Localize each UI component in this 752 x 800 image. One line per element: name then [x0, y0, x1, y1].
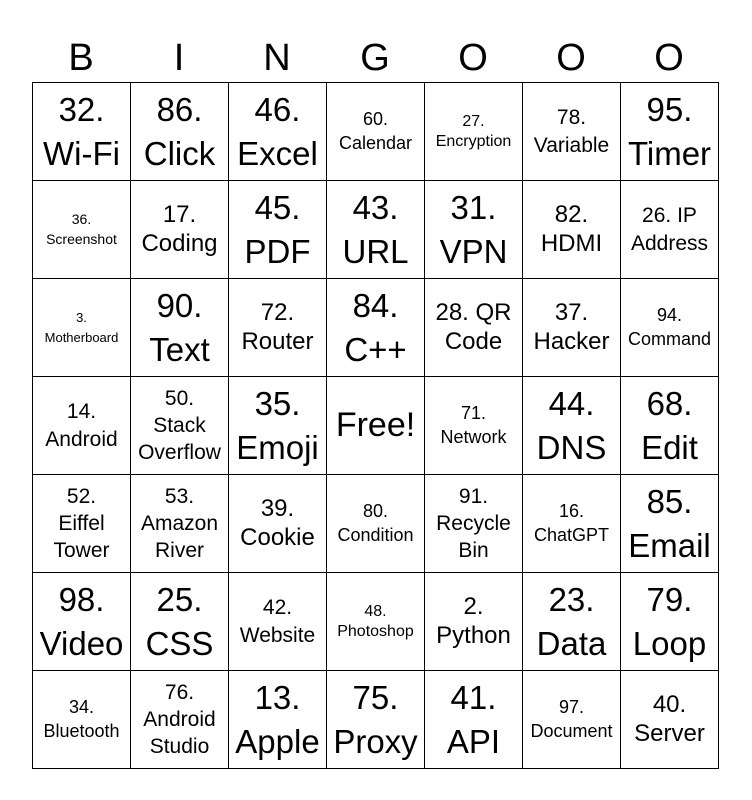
cell-label: 32. Wi-Fi	[43, 90, 120, 172]
bingo-cell[interactable]	[33, 279, 131, 377]
bingo-cell[interactable]	[425, 83, 523, 181]
bingo-cell[interactable]	[425, 181, 523, 279]
cell-label: 25. CSS	[145, 580, 214, 662]
cell-label: 40. Server	[634, 690, 705, 747]
header-letter: G	[360, 37, 390, 79]
bingo-cell[interactable]	[621, 475, 719, 573]
cell-label: 37. Hacker	[533, 298, 610, 355]
cell-label: 13. Apple	[235, 678, 320, 760]
bingo-cell[interactable]	[425, 475, 523, 573]
bingo-cell[interactable]	[327, 181, 425, 279]
cell-label: 23. Data	[536, 580, 607, 662]
cell-label: 3. Motherboard	[44, 310, 119, 345]
cell-label: 36. Screenshot	[46, 210, 117, 247]
bingo-cell[interactable]	[327, 83, 425, 181]
header-letter: O	[458, 37, 488, 79]
bingo-cell[interactable]	[523, 83, 621, 181]
free-space-cell[interactable]	[327, 377, 425, 475]
cell-label: 71. Network	[440, 403, 507, 447]
bingo-cell[interactable]	[425, 279, 523, 377]
bingo-cell[interactable]	[131, 573, 229, 671]
bingo-cell[interactable]	[33, 671, 131, 769]
bingo-cell[interactable]	[425, 671, 523, 769]
bingo-cell[interactable]	[425, 573, 523, 671]
bingo-cell[interactable]	[33, 83, 131, 181]
cell-label: 86. Click	[143, 90, 216, 172]
bingo-cell[interactable]	[621, 181, 719, 279]
bingo-cell[interactable]	[229, 671, 327, 769]
bingo-cell[interactable]	[523, 377, 621, 475]
bingo-header	[32, 30, 720, 82]
bingo-card	[32, 30, 720, 769]
cell-label: 42. Website	[239, 596, 316, 647]
bingo-cell[interactable]	[523, 279, 621, 377]
bingo-cell[interactable]	[131, 181, 229, 279]
header-letter: B	[68, 37, 94, 79]
bingo-cell[interactable]	[229, 279, 327, 377]
cell-label: 72. Router	[241, 298, 314, 355]
bingo-cell[interactable]	[229, 377, 327, 475]
cell-label: 46. Excel	[237, 90, 318, 172]
bingo-cell[interactable]	[621, 377, 719, 475]
bingo-cell[interactable]	[621, 573, 719, 671]
cell-label: 76. Android Studio	[143, 680, 216, 759]
cell-label: 34. Bluetooth	[43, 697, 120, 741]
cell-label: 2. Python	[436, 592, 511, 649]
bingo-cell[interactable]	[327, 475, 425, 573]
cell-label: 53. Amazon River	[140, 484, 219, 563]
bingo-cell[interactable]	[131, 83, 229, 181]
bingo-cell[interactable]	[33, 475, 131, 573]
bingo-cell[interactable]	[229, 573, 327, 671]
bingo-cell[interactable]	[425, 377, 523, 475]
cell-label: 52. Eiffel Tower	[53, 484, 110, 563]
cell-label: 75. Proxy	[333, 678, 418, 760]
cell-label: 82. HDMI	[540, 200, 603, 257]
cell-label: 39. Cookie	[240, 494, 315, 551]
bingo-cell[interactable]	[523, 573, 621, 671]
bingo-cell[interactable]	[523, 181, 621, 279]
cell-label: 16. ChatGPT	[533, 501, 610, 545]
cell-label: 91. Recycle Bin	[436, 484, 511, 563]
bingo-cell[interactable]	[327, 671, 425, 769]
cell-label: 98. Video	[39, 580, 124, 662]
cell-label: 90. Text	[149, 286, 210, 368]
cell-label: 44. DNS	[536, 384, 607, 466]
header-letter: I	[173, 37, 185, 79]
cell-label: 43. URL	[342, 188, 409, 270]
header-letter: O	[556, 37, 586, 79]
bingo-cell[interactable]	[131, 671, 229, 769]
bingo-cell[interactable]	[229, 181, 327, 279]
cell-label: 95. Timer	[627, 90, 712, 172]
cell-label: Free!	[335, 406, 416, 445]
cell-label: 79. Loop	[632, 580, 707, 662]
cell-label: 35. Emoji	[236, 384, 319, 466]
bingo-cell[interactable]	[523, 671, 621, 769]
cell-label: 50. Stack Overflow	[138, 386, 221, 465]
cell-label: 27. Encryption	[435, 112, 512, 150]
header-letter: O	[654, 37, 684, 79]
bingo-cell[interactable]	[229, 475, 327, 573]
bingo-cell[interactable]	[33, 573, 131, 671]
bingo-cell[interactable]	[327, 573, 425, 671]
cell-label: 41. API	[446, 678, 501, 760]
cell-label: 28. QR Code	[435, 298, 512, 355]
bingo-grid	[32, 82, 719, 769]
header-letter: N	[263, 37, 291, 79]
cell-label: 94. Command	[627, 305, 712, 349]
cell-label: 68. Edit	[641, 384, 698, 466]
cell-label: 84. C++	[344, 286, 407, 368]
cell-label: 17. Coding	[141, 200, 218, 257]
cell-label: 80. Condition	[337, 501, 414, 545]
cell-label: 26. IP Address	[630, 204, 709, 255]
bingo-cell[interactable]	[327, 279, 425, 377]
bingo-cell[interactable]	[523, 475, 621, 573]
cell-label: 60. Calendar	[338, 109, 413, 153]
cell-label: 78. Variable	[533, 106, 610, 157]
bingo-cell[interactable]	[131, 377, 229, 475]
bingo-cell[interactable]	[33, 377, 131, 475]
bingo-cell[interactable]	[621, 671, 719, 769]
bingo-cell[interactable]	[131, 279, 229, 377]
cell-label: 48. Photoshop	[337, 602, 414, 640]
bingo-cell[interactable]	[33, 181, 131, 279]
cell-label: 45. PDF	[244, 188, 311, 270]
bingo-cell[interactable]	[229, 83, 327, 181]
cell-label: 97. Document	[530, 697, 613, 741]
cell-label: 85. Email	[628, 482, 711, 564]
bingo-cell[interactable]	[131, 475, 229, 573]
cell-label: 14. Android	[45, 400, 118, 451]
bingo-cell[interactable]	[621, 279, 719, 377]
cell-label: 31. VPN	[439, 188, 508, 270]
bingo-cell[interactable]	[621, 83, 719, 181]
